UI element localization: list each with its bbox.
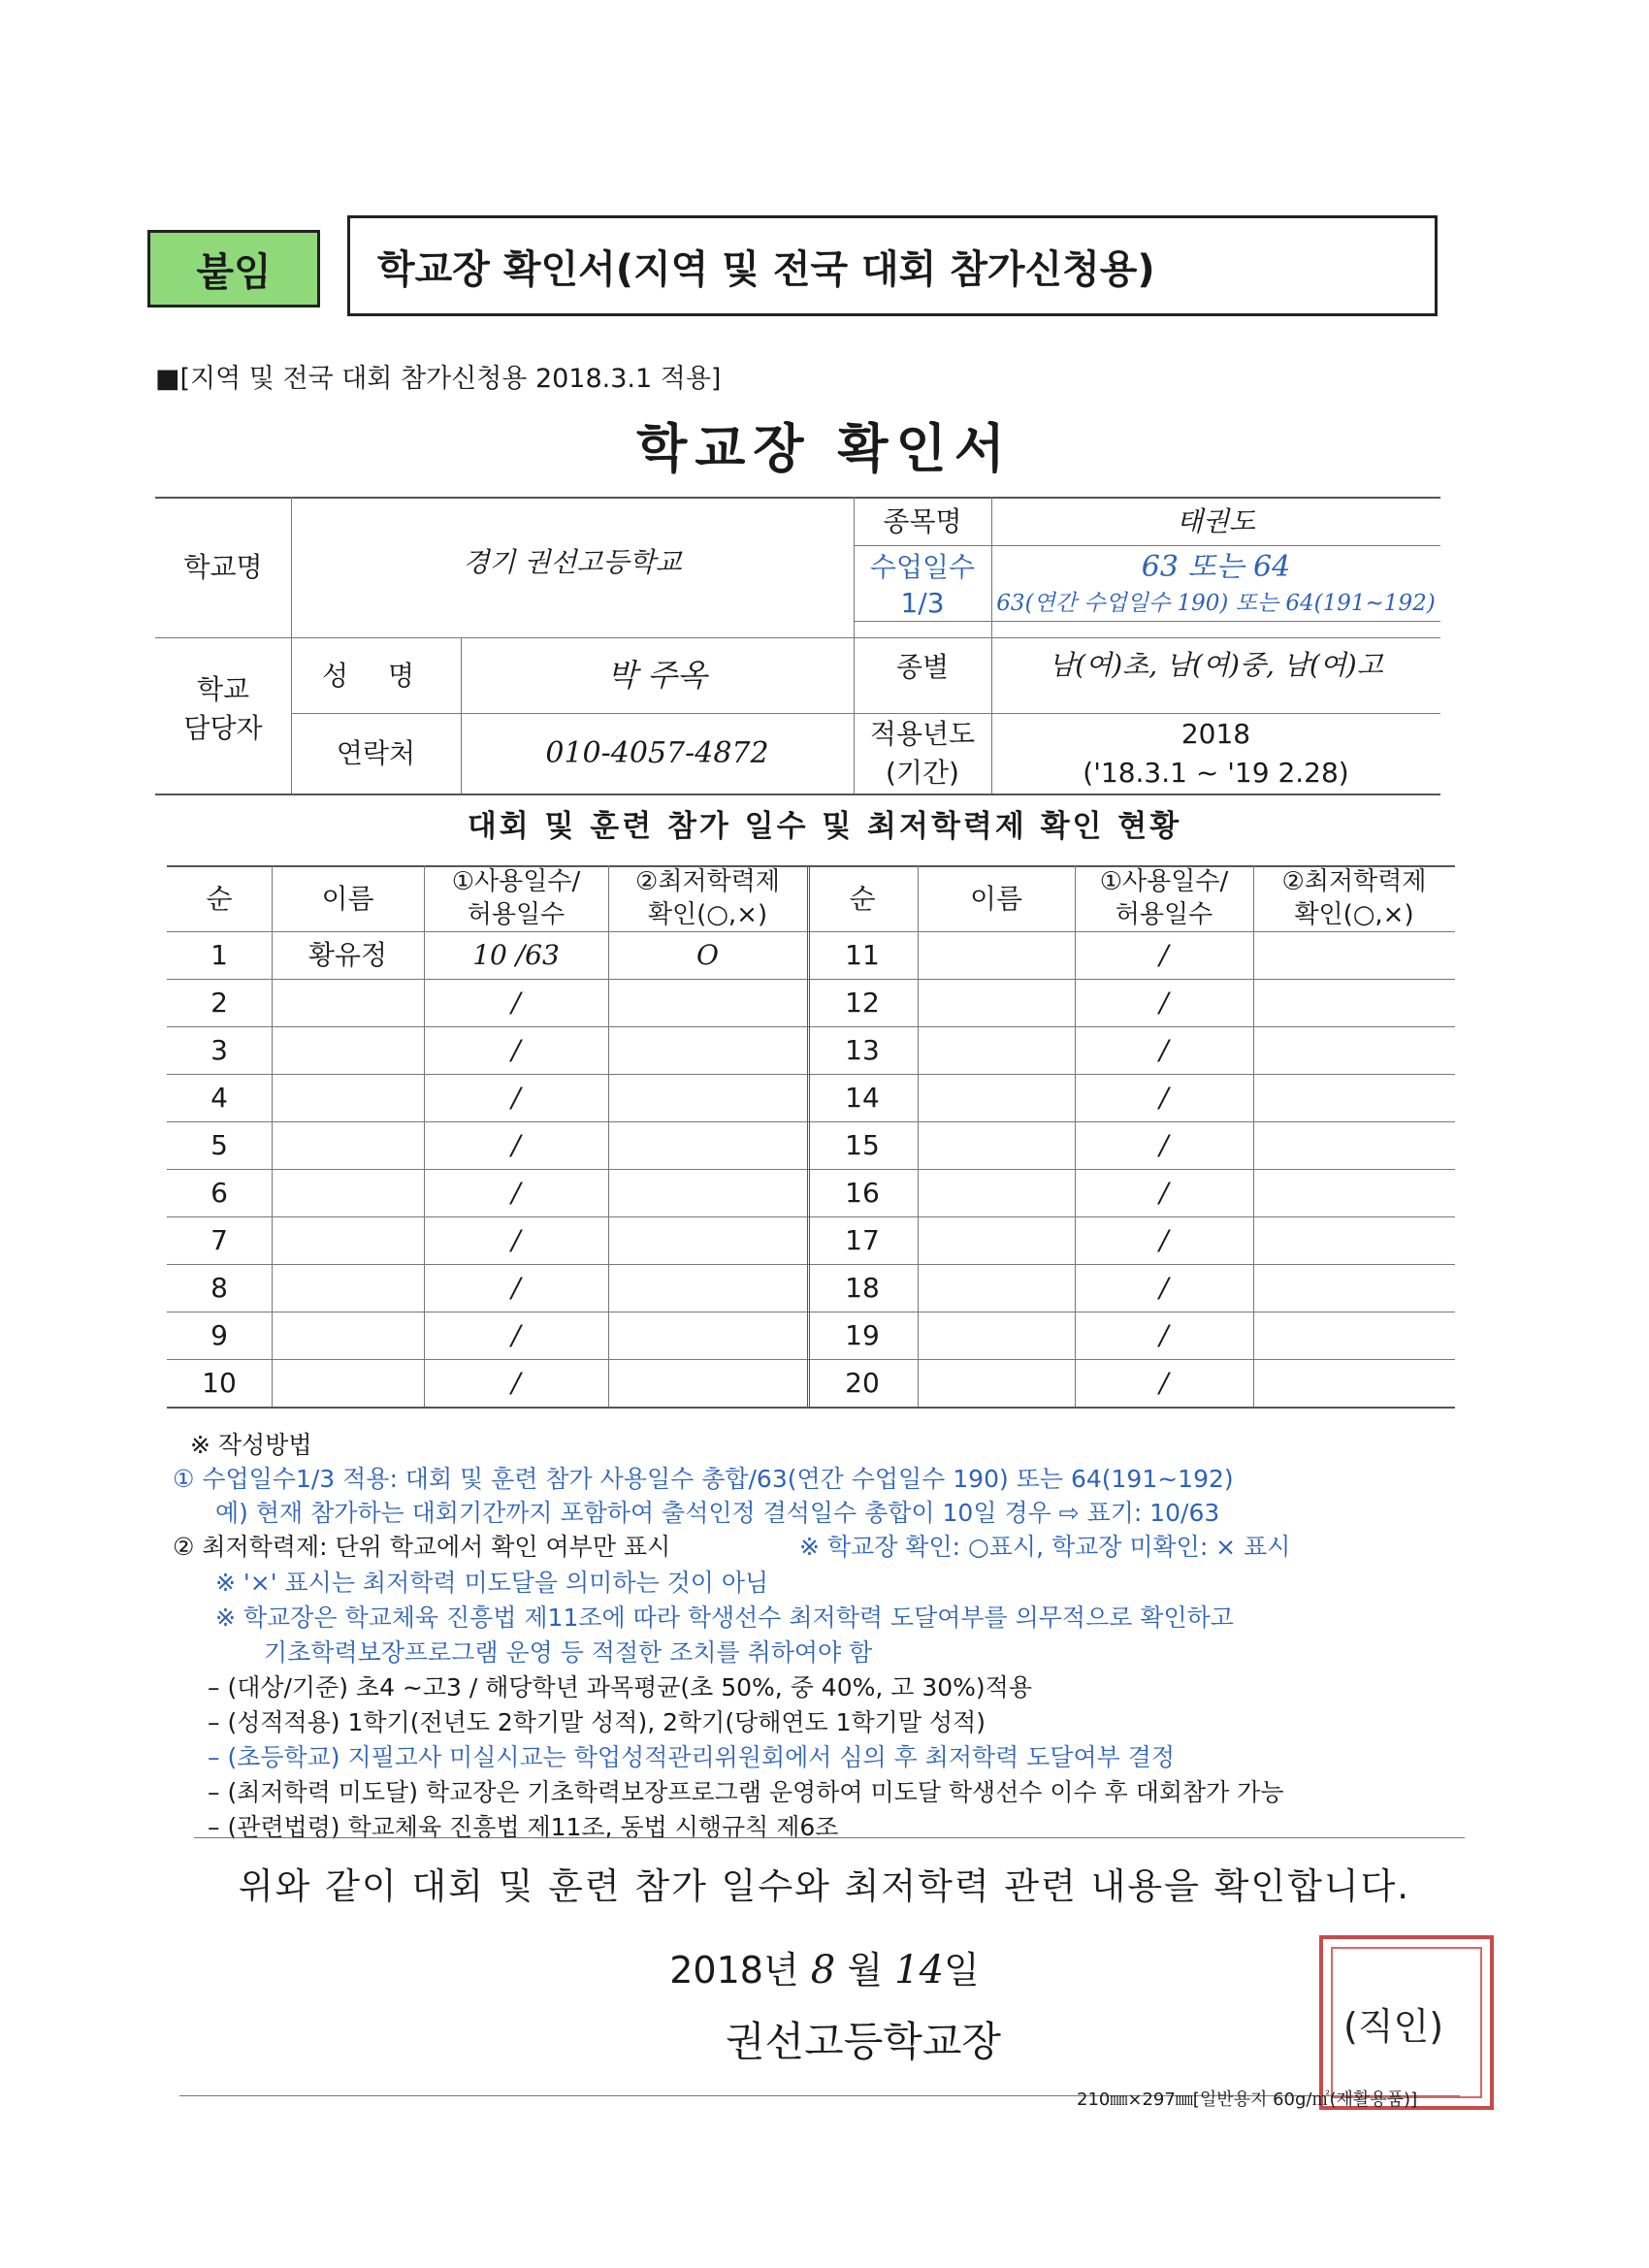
seal-label: (직인) <box>1343 2005 1444 2048</box>
row-name <box>272 1026 424 1074</box>
document-title: 학교장 확인서(지역 및 전국 대회 참가신청용) <box>377 246 1155 292</box>
date-year: 2018년 <box>669 1949 799 1992</box>
row-days: / <box>1159 939 1169 971</box>
date-day: 14 <box>894 1948 945 1993</box>
school-label: 학교명 <box>183 551 263 583</box>
row-check <box>1253 931 1455 979</box>
row-days: / <box>1159 1319 1169 1351</box>
row-name <box>272 1312 424 1359</box>
note-5: ※ 학교장은 학교체육 진흥법 제11조에 따라 학생선수 최저학력 도달여부를 의무적으로 확인하고 <box>215 1604 1234 1632</box>
header-no: 순 <box>849 882 876 915</box>
header-days-allowed: 허용일수 <box>1115 899 1213 929</box>
info-line <box>854 545 1440 546</box>
row-check <box>608 1169 807 1216</box>
notes-divider <box>194 1837 1465 1838</box>
row-number: 10 <box>202 1367 237 1399</box>
row-check: O <box>696 939 719 971</box>
gender-label: 종별 <box>895 651 950 683</box>
days-detail: 63(연간 수업일수 190) 또는 64(191~192) <box>996 590 1436 616</box>
row-number: 19 <box>845 1319 880 1351</box>
note-9: – (초등학교) 지필고사 미실시교는 학업성적관리위원회에서 심의 후 최저학력 도달여부 결정 <box>208 1743 1176 1771</box>
row-check <box>1253 1026 1455 1074</box>
row-name <box>272 1359 424 1407</box>
contact-label: 연락처 <box>336 737 416 769</box>
event-label: 종목명 <box>883 504 962 537</box>
row-number: 14 <box>845 1082 880 1114</box>
row-name <box>918 1121 1075 1169</box>
row-check <box>608 1074 807 1121</box>
row-check <box>608 1026 807 1074</box>
info-line-bottom <box>155 794 1440 795</box>
notes-heading: ※ 작성방법 <box>190 1431 312 1459</box>
row-number: 4 <box>210 1082 228 1114</box>
header-name: 이름 <box>321 882 374 915</box>
row-name <box>272 1121 424 1169</box>
row-number: 1 <box>210 939 228 971</box>
header-no: 순 <box>206 882 233 915</box>
row-check <box>1253 1312 1455 1359</box>
row-days: / <box>511 1319 521 1351</box>
row-days: / <box>511 1367 521 1399</box>
header-days-allowed: 허용일수 <box>467 899 566 929</box>
row-name <box>918 1074 1075 1121</box>
teacher-label-1: 학교 <box>196 672 250 705</box>
row-days: / <box>1159 1224 1169 1256</box>
row-number: 16 <box>845 1177 880 1209</box>
year-value: 2018 <box>1180 717 1251 750</box>
days-value: 63 또는 64 <box>1141 550 1291 585</box>
principal-name: 권선고등학교장 <box>725 2018 1001 2065</box>
row-days: / <box>1159 1177 1169 1209</box>
row-name <box>272 1169 424 1216</box>
row-days: 10 /63 <box>472 939 560 971</box>
row-name <box>918 931 1075 979</box>
row-days: / <box>1159 1272 1169 1304</box>
row-days: / <box>511 1224 521 1256</box>
row-name <box>272 1074 424 1121</box>
date-month: 8 <box>810 1948 836 1993</box>
row-number: 12 <box>845 987 880 1019</box>
row-number: 8 <box>210 1272 228 1304</box>
gender-value: 남(여)초, 남(여)중, 남(여)고 <box>1049 648 1383 681</box>
note-1: ① 수업일수1/3 적용: 대회 및 훈련 참가 사용일수 총합/63(연간 수업일수 190) 또는 64(191~192) <box>173 1465 1234 1493</box>
row-days: / <box>1159 1034 1169 1066</box>
row-name <box>918 1359 1075 1407</box>
header-name: 이름 <box>969 882 1023 915</box>
row-name <box>272 1216 424 1264</box>
header-check: ②최저학력제 <box>635 866 780 896</box>
row-days: / <box>511 1082 521 1114</box>
row-number: 3 <box>210 1034 228 1066</box>
note-8: – (성적적용) 1학기(전년도 2학기말 성적), 2학기(당해연도 1학기말 성적) <box>208 1708 986 1736</box>
days-label-fraction: 1/3 <box>900 586 945 619</box>
note-4: ※ '×' 표시는 최저학력 미도달을 의미하는 것이 아님 <box>215 1569 769 1597</box>
note-6: 기초학력보장프로그램 운영 등 적절한 조치를 취하여야 함 <box>264 1638 873 1667</box>
row-number: 7 <box>210 1224 228 1256</box>
row-check <box>1253 1359 1455 1407</box>
header-days: ①사용일수/ <box>451 866 581 896</box>
row-name: 황유정 <box>307 939 388 971</box>
row-name <box>272 1264 424 1312</box>
note-2: 예) 현재 참가하는 대회기간까지 포함하여 출석인정 결석일수 총합이 10일 경우 ⇨ 표기: 10/63 <box>215 1499 1220 1527</box>
teacher-label-2: 담당자 <box>183 711 263 744</box>
row-number: 9 <box>210 1319 228 1351</box>
name-label: 성 명 <box>322 659 430 692</box>
row-number: 6 <box>210 1177 228 1209</box>
row-name <box>918 1264 1075 1312</box>
row-name <box>918 1026 1075 1074</box>
note-10: – (최저학력 미도달) 학교장은 기초학력보장프로그램 운영하여 미도달 학생선수 이수 후 대회참가 가능 <box>208 1778 1284 1806</box>
row-days: / <box>1159 1082 1169 1114</box>
row-number: 13 <box>845 1034 880 1066</box>
row-check <box>1253 1169 1455 1216</box>
subtitle: ■[지역 및 전국 대회 참가신청용 2018.3.1 적용] <box>155 364 722 394</box>
row-number: 2 <box>210 987 228 1019</box>
row-check <box>608 979 807 1026</box>
table-row-line <box>167 1407 1455 1409</box>
header-check: ②최저학력제 <box>1281 866 1427 896</box>
note-3a: ② 최저학력제: 단위 학교에서 확인 여부만 표시 <box>173 1533 671 1561</box>
header-days: ①사용일수/ <box>1099 866 1229 896</box>
row-days: / <box>511 987 521 1019</box>
row-name <box>272 979 424 1026</box>
year-period: ('18.3.1 ~ '19 2.28) <box>1083 757 1349 789</box>
school-value: 경기 권선고등학교 <box>463 546 682 578</box>
date-month-label: 월 <box>847 1949 884 1992</box>
row-check <box>608 1216 807 1264</box>
row-check <box>1253 1264 1455 1312</box>
confirmation-text: 위와 같이 대회 및 훈련 참가 일수와 최저학력 관련 내용을 확인합니다. <box>238 1865 1411 1907</box>
row-days: / <box>511 1034 521 1066</box>
row-check <box>608 1121 807 1169</box>
contact-value: 010-4057-4872 <box>545 735 769 770</box>
row-number: 20 <box>845 1367 880 1399</box>
note-7: – (대상/기준) 초4 ~고3 / 해당학년 과목평균(초 50%, 중 40%, 고 30%)적용 <box>208 1673 1032 1701</box>
row-check <box>1253 1121 1455 1169</box>
row-days: / <box>511 1129 521 1161</box>
row-number: 5 <box>210 1129 228 1161</box>
document-title-box <box>347 215 1438 316</box>
row-name <box>918 1312 1075 1359</box>
row-name <box>918 1169 1075 1216</box>
row-name <box>918 1216 1075 1264</box>
row-days: / <box>511 1177 521 1209</box>
paper-spec: 210㎜×297㎜[일반용지 60g/㎡(재활용품)] <box>1077 2090 1418 2110</box>
row-check <box>608 1312 807 1359</box>
row-check <box>608 1264 807 1312</box>
section-title: 대회 및 훈련 참가 일수 및 최저학력제 확인 현황 <box>467 809 1182 844</box>
header-check-mark: 확인(○,×) <box>1294 899 1414 929</box>
name-value: 박 주옥 <box>607 657 707 694</box>
note-11: – (관련법령) 학교체육 진흥법 제11조, 동법 시행규칙 제6조 <box>208 1813 839 1841</box>
year-label: 적용년도 <box>869 717 976 750</box>
header-check-mark: 확인(○,×) <box>647 899 768 929</box>
row-days: / <box>1159 987 1169 1019</box>
row-check <box>608 1359 807 1407</box>
row-check <box>1253 1216 1455 1264</box>
date-day-label: 일 <box>944 1949 980 1992</box>
row-days: / <box>511 1272 521 1304</box>
note-3b: ※ 학교장 확인: ○표시, 학교장 미확인: × 표시 <box>799 1533 1291 1561</box>
year-label-period: (기간) <box>886 757 959 789</box>
row-name <box>918 979 1075 1026</box>
row-check <box>1253 1074 1455 1121</box>
row-number: 15 <box>845 1129 880 1161</box>
row-number: 11 <box>845 939 880 971</box>
event-value: 태권도 <box>1176 504 1256 537</box>
row-check <box>1253 979 1455 1026</box>
days-label: 수업일수 <box>869 550 976 583</box>
row-number: 18 <box>845 1272 880 1304</box>
row-number: 17 <box>845 1224 880 1256</box>
row-days: / <box>1159 1367 1169 1399</box>
row-days: / <box>1159 1129 1169 1161</box>
main-title: 학교장 확인서 <box>636 418 1013 479</box>
attachment-badge: 붙임 <box>147 230 320 308</box>
